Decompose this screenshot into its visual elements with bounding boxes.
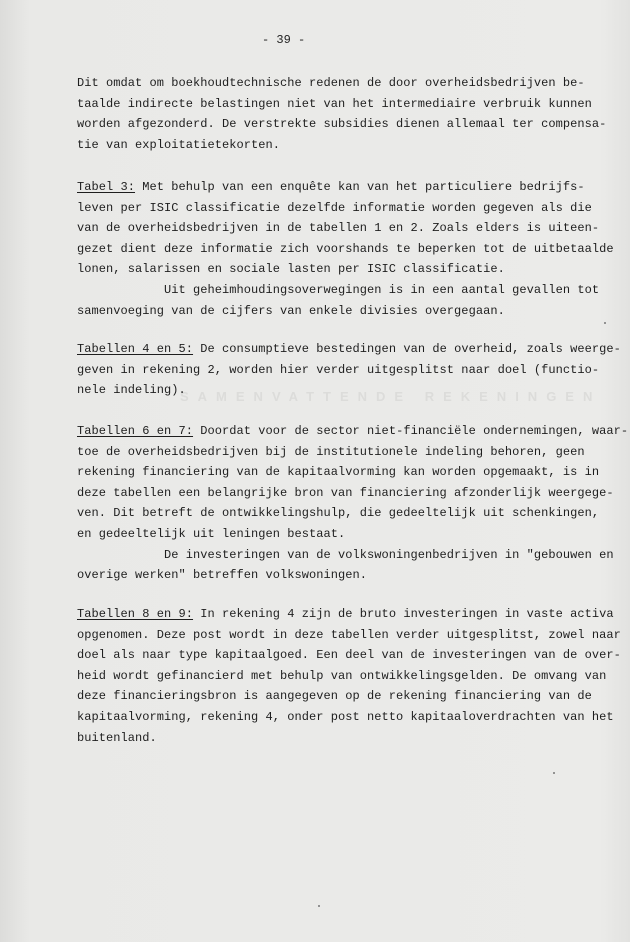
text-line [77, 76, 585, 90]
text-line [77, 648, 621, 662]
text-line [77, 221, 599, 235]
line-text: In rekening 4 zijn de bruto investeringen in vaste activa [193, 607, 614, 621]
line-text: toe de overheidsbedrijven bij de institutionele indeling behoren, geen [77, 444, 585, 459]
line-text: nele indeling). [77, 383, 186, 398]
line-text: taalde indirecte belastingen niet van het intermediaire verbruik kunnen [77, 96, 592, 111]
text-line [77, 117, 606, 131]
page-number: - 39 - [262, 33, 306, 47]
line-text: Met behulp van een enquête kan van het particuliere bedrijfs- [135, 180, 585, 194]
line-text: leven per ISIC classificatie dezelfde informatie worden gegeven als die [77, 200, 592, 215]
text-line [77, 97, 592, 111]
text-line [77, 669, 606, 683]
line-text: Uit geheimhoudingsoverwegingen is in een aantal gevallen tot [77, 283, 600, 297]
line-text: gezet dient deze informatie zich voorshands te beperken tot de uitbetaalde [77, 241, 614, 256]
line-text: De investeringen van de volkswoningenbedrijven in "gebouwen en [77, 547, 614, 562]
scan-speck [553, 772, 555, 774]
text-line [77, 465, 599, 479]
text-line [77, 363, 599, 377]
line-text: geven in rekening 2, worden hier verder uitgesplitst naar doel (functio- [77, 362, 600, 377]
line-text: heid wordt gefinancierd met behulp van ontwikkelingsgelden. De omvang van [77, 668, 607, 683]
text-line [77, 262, 505, 276]
text-line [77, 689, 592, 703]
line-text: samenvoeging van de cijfers van enkele divisies overgegaan. [77, 303, 505, 318]
line-text: van de overheidsbedrijven in de tabellen 1 en 2. Zoals elders is uiteen- [77, 221, 600, 236]
line-text: tie van exploitatietekorten. [77, 137, 281, 152]
text-line [77, 383, 186, 397]
section-heading: Tabellen 4 en 5: [77, 342, 194, 356]
line-text: kapitaalvorming, rekening 4, onder post netto kapitaaloverdrachten van het [77, 710, 614, 724]
line-text: ven. Dit betreft de ontwikkelingshulp, die gedeeltelijk uit schenkingen, [77, 506, 600, 521]
section-heading: Tabellen 8 en 9: [77, 607, 194, 621]
text-line [77, 304, 505, 318]
text-line [77, 424, 628, 438]
text-line [77, 710, 614, 724]
text-line [77, 180, 585, 194]
line-text: buitenland. [77, 730, 157, 745]
text-line [77, 486, 614, 500]
line-text: worden afgezonderd. De verstrekte subsidies dienen allemaal ter compensa- [77, 117, 607, 132]
line-text: en gedeeltelijk uit leningen bestaat. [77, 527, 346, 541]
line-text: opgenomen. Deze post wordt in deze tabellen verder uitgesplitst, zowel naar [77, 627, 621, 642]
text-line [77, 283, 599, 297]
line-text: rekening financiering van de kapitaalvorming kan worden opgemaakt, is in [77, 465, 600, 480]
text-line [77, 506, 599, 520]
text-line [77, 527, 345, 541]
text-line [77, 568, 367, 582]
scan-speck [318, 905, 320, 907]
text-line [77, 445, 585, 459]
text-line [77, 731, 157, 745]
text-line [77, 242, 614, 256]
bleedthrough-text: SAMENVATTENDE REKENINGEN [180, 389, 602, 404]
text-line [77, 548, 614, 562]
line-text: Doordat voor de sector niet-financiële ondernemingen, waar- [193, 424, 629, 438]
section-heading: Tabellen 6 en 7: [77, 424, 194, 438]
line-text: doel als naar type kapitaalgoed. Een deel van de investeringen van de over- [77, 648, 621, 663]
line-text: Dit omdat om boekhoudtechnische redenen de door overheidsbedrijven be- [77, 76, 585, 90]
section-heading: Tabel 3: [77, 180, 136, 194]
scan-speck [604, 322, 606, 324]
text-line [77, 342, 621, 356]
text-line [77, 138, 280, 152]
line-text: De consumptieve bestedingen van de overheid, zoals weerge- [193, 342, 621, 356]
line-text: lonen, salarissen en sociale lasten per ISIC classificatie. [77, 262, 505, 277]
line-text: overige werken" betreffen volkswoningen. [77, 568, 368, 583]
text-line [77, 201, 592, 215]
line-text: deze financieringsbron is aangegeven op de rekening financiering van de [77, 689, 592, 704]
text-line [77, 628, 621, 642]
line-text: deze tabellen een belangrijke bron van financiering afzonderlijk weergege- [77, 485, 614, 500]
text-line [77, 607, 614, 621]
